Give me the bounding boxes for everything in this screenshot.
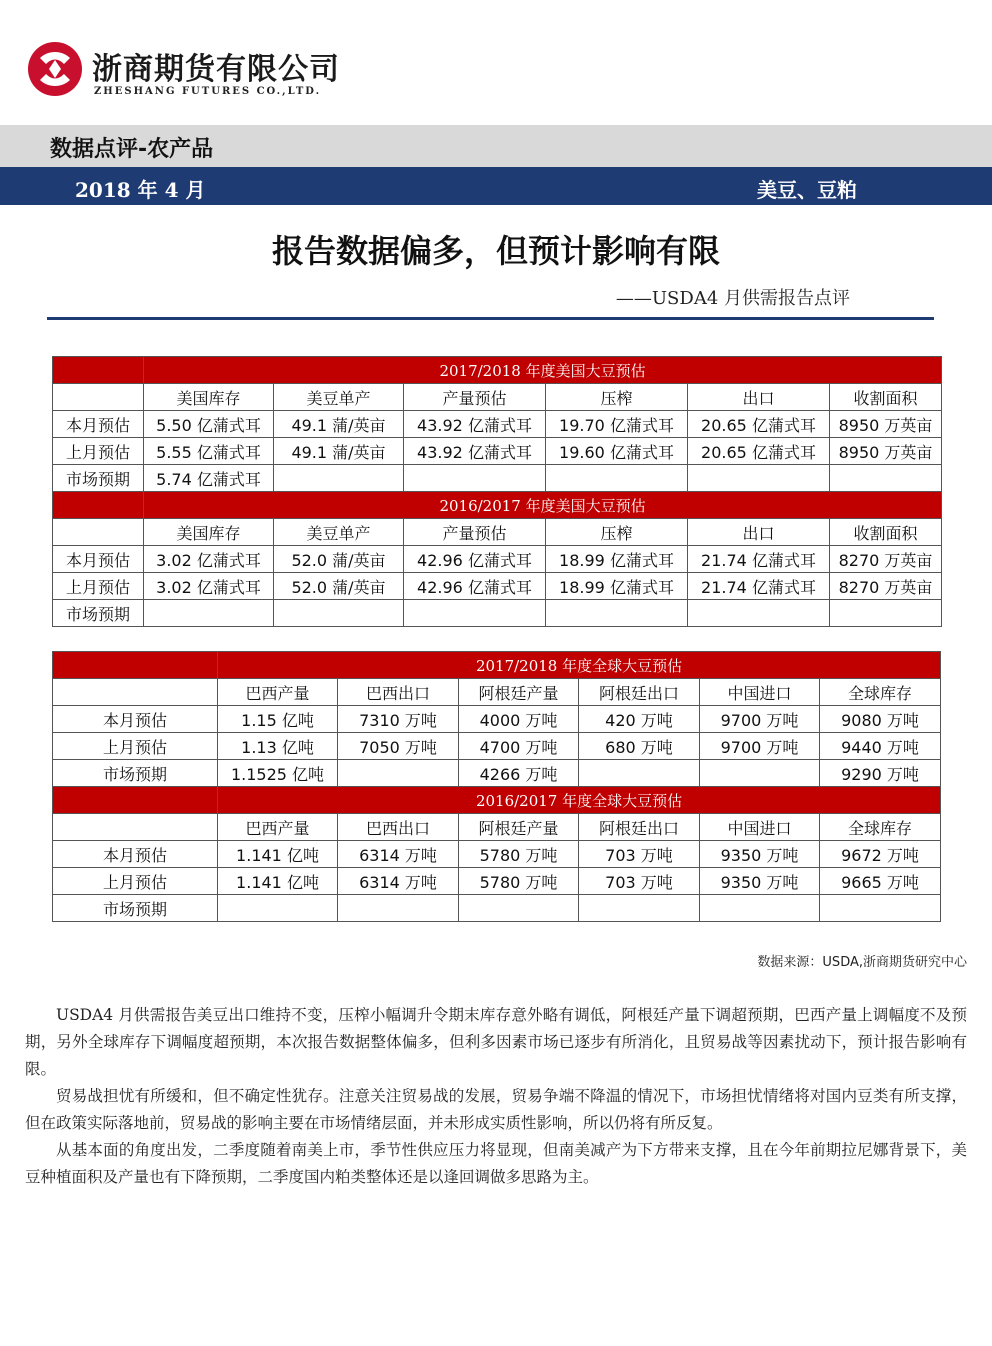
- table-cell: [338, 760, 459, 787]
- paragraph: 从基本面的角度出发，二季度随着南美上市，季节性供应压力将显现，但南美减产为下方带来支撑，且在今年前期拉尼娜背景下，美豆种植面积及产量也有下降预期，二季度国内粕类整体还是以逢回调做多思路为主。: [25, 1141, 967, 1186]
- table-cell: 6314 万吨: [338, 841, 459, 868]
- table-cell: 21.74 亿蒲式耳: [688, 546, 830, 573]
- column-header: 出口: [688, 519, 830, 546]
- column-header: 巴西产量: [218, 814, 338, 841]
- report-products: 美豆、豆粕: [757, 178, 857, 202]
- table-cell: 8950 万英亩: [830, 411, 942, 438]
- table-row: [53, 733, 941, 760]
- table-row: [53, 760, 941, 787]
- column-header: 全球库存: [820, 679, 941, 706]
- column-header: 全球库存: [820, 814, 941, 841]
- row-label: 本月预估: [53, 411, 144, 438]
- table-cell: 9080 万吨: [820, 706, 941, 733]
- table-row: [53, 868, 941, 895]
- table-cell: 1.141 亿吨: [218, 868, 338, 895]
- row-label: 本月预估: [53, 546, 144, 573]
- table-cell: 42.96 亿蒲式耳: [404, 573, 546, 600]
- table-row: [53, 438, 942, 465]
- section-header-corner: [53, 787, 218, 814]
- table-cell: [404, 600, 546, 627]
- report-date: 2018 年 4 月: [75, 178, 206, 202]
- column-header-corner: [53, 814, 218, 841]
- section-title: 2017/2018 年度美国大豆预估: [144, 357, 942, 384]
- us-soybean-table: [52, 356, 942, 627]
- table-cell: 5780 万吨: [459, 868, 579, 895]
- global-soybean-table: [52, 651, 941, 922]
- table-cell: 1.13 亿吨: [218, 733, 338, 760]
- date-bar: [0, 167, 992, 205]
- table-cell: 19.60 亿蒲式耳: [546, 438, 688, 465]
- table-cell: [274, 600, 404, 627]
- table-cell: 1.1525 亿吨: [218, 760, 338, 787]
- column-header: 巴西出口: [338, 814, 459, 841]
- column-header-row: [53, 679, 941, 706]
- column-header: 阿根廷产量: [459, 814, 579, 841]
- column-header: 巴西出口: [338, 679, 459, 706]
- column-header: 收割面积: [830, 384, 942, 411]
- table-cell: 1.141 亿吨: [218, 841, 338, 868]
- column-header-row: [53, 519, 942, 546]
- table-cell: [218, 895, 338, 922]
- table-cell: 3.02 亿蒲式耳: [144, 573, 274, 600]
- report-title: 报告数据偏多，但预计影响有限: [271, 232, 720, 270]
- column-header: 美国库存: [144, 519, 274, 546]
- table-cell: 7050 万吨: [338, 733, 459, 760]
- section-header-row: [53, 357, 942, 384]
- us-table-body: [53, 357, 942, 627]
- table-cell: 9700 万吨: [700, 733, 820, 760]
- table-cell: [830, 465, 942, 492]
- title-divider: [47, 317, 934, 320]
- table-cell: 5.74 亿蒲式耳: [144, 465, 274, 492]
- table-cell: [459, 895, 579, 922]
- table-cell: [579, 895, 700, 922]
- table-cell: 8950 万英亩: [830, 438, 942, 465]
- column-header: 产量预估: [404, 384, 546, 411]
- column-header: 美豆单产: [274, 384, 404, 411]
- column-header: 美豆单产: [274, 519, 404, 546]
- table-cell: 420 万吨: [579, 706, 700, 733]
- report-category: 数据点评-农产品: [50, 137, 214, 162]
- table-cell: 18.99 亿蒲式耳: [546, 573, 688, 600]
- column-header: 产量预估: [404, 519, 546, 546]
- table-cell: 20.65 亿蒲式耳: [688, 438, 830, 465]
- table-cell: 5780 万吨: [459, 841, 579, 868]
- column-header: 中国进口: [700, 814, 820, 841]
- column-header: 中国进口: [700, 679, 820, 706]
- company-name-en: ZHESHANG FUTURES CO.,LTD.: [94, 86, 322, 97]
- table-cell: 43.92 亿蒲式耳: [404, 411, 546, 438]
- column-header: 出口: [688, 384, 830, 411]
- column-header-corner: [53, 519, 144, 546]
- row-label: 市场预期: [53, 760, 218, 787]
- table-cell: [579, 760, 700, 787]
- global-table-body: [53, 652, 941, 922]
- table-cell: [274, 465, 404, 492]
- section-title: 2016/2017 年度全球大豆预估: [218, 787, 941, 814]
- table-cell: [546, 465, 688, 492]
- company-name-cn: 浙商期货有限公司: [92, 52, 340, 87]
- table-cell: 18.99 亿蒲式耳: [546, 546, 688, 573]
- table-row: [53, 411, 942, 438]
- table-cell: 49.1 蒲/英亩: [274, 411, 404, 438]
- table-cell: 9350 万吨: [700, 841, 820, 868]
- table-cell: 4266 万吨: [459, 760, 579, 787]
- table-cell: 7310 万吨: [338, 706, 459, 733]
- section-header-corner: [53, 492, 144, 519]
- row-label: 市场预期: [53, 895, 218, 922]
- table-cell: 52.0 蒲/英亩: [274, 573, 404, 600]
- column-header: 阿根廷出口: [579, 679, 700, 706]
- table-cell: 9350 万吨: [700, 868, 820, 895]
- column-header: 压榨: [546, 384, 688, 411]
- column-header-corner: [53, 384, 144, 411]
- table-cell: 9700 万吨: [700, 706, 820, 733]
- table-cell: 703 万吨: [579, 841, 700, 868]
- row-label: 市场预期: [53, 600, 144, 627]
- column-header: 美国库存: [144, 384, 274, 411]
- column-header: 阿根廷产量: [459, 679, 579, 706]
- column-header-row: [53, 384, 942, 411]
- row-label: 上月预估: [53, 438, 144, 465]
- table-cell: 5.55 亿蒲式耳: [144, 438, 274, 465]
- column-header: 收割面积: [830, 519, 942, 546]
- paragraph: USDA4 月供需报告美豆出口维持不变，压榨小幅调升令期末库存意外略有调低，阿根廷产量下调超预期，巴西产量上调幅度不及预期，另外全球库存下调幅度超预期，本次报告数据整体偏多，但利多因素市场已逐步有所消化，且贸易战等因素扰动下，预计报告影响有限。: [25, 1006, 967, 1078]
- table-cell: [700, 895, 820, 922]
- table-cell: 6314 万吨: [338, 868, 459, 895]
- table-cell: [688, 465, 830, 492]
- table-cell: [830, 600, 942, 627]
- report-subtitle: ——USDA4 月供需报告点评: [615, 288, 850, 309]
- table-cell: [404, 465, 546, 492]
- table-cell: 1.15 亿吨: [218, 706, 338, 733]
- section-header-row: [53, 787, 941, 814]
- table-cell: 8270 万英亩: [830, 573, 942, 600]
- row-label: 上月预估: [53, 868, 218, 895]
- table-cell: [688, 600, 830, 627]
- column-header-row: [53, 814, 941, 841]
- table-cell: [338, 895, 459, 922]
- company-logo-icon: [26, 40, 84, 98]
- section-header-corner: [53, 652, 218, 679]
- section-header-row: [53, 652, 941, 679]
- section-header-corner: [53, 357, 144, 384]
- category-bar: [0, 125, 992, 167]
- paragraph: 贸易战担忧有所缓和，但不确定性犹存。注意关注贸易战的发展，贸易争端不降温的情况下，市场担忧情绪将对国内豆类有所支撑，但在政策实际落地前，贸易战的影响主要在市场情绪层面，并未形成实质性影响，所以仍将有所反复。: [25, 1087, 967, 1132]
- column-header-corner: [53, 679, 218, 706]
- table-cell: 52.0 蒲/英亩: [274, 546, 404, 573]
- table-cell: 9672 万吨: [820, 841, 941, 868]
- table-cell: 43.92 亿蒲式耳: [404, 438, 546, 465]
- table-cell: 4000 万吨: [459, 706, 579, 733]
- table-cell: 680 万吨: [579, 733, 700, 760]
- table-cell: 49.1 蒲/英亩: [274, 438, 404, 465]
- table-cell: 19.70 亿蒲式耳: [546, 411, 688, 438]
- row-label: 本月预估: [53, 706, 218, 733]
- column-header: 阿根廷出口: [579, 814, 700, 841]
- table-row: [53, 706, 941, 733]
- table-row: [53, 895, 941, 922]
- table-cell: 4700 万吨: [459, 733, 579, 760]
- table-cell: [700, 760, 820, 787]
- column-header: 压榨: [546, 519, 688, 546]
- section-title: 2017/2018 年度全球大豆预估: [218, 652, 941, 679]
- table-cell: [144, 600, 274, 627]
- section-title: 2016/2017 年度美国大豆预估: [144, 492, 942, 519]
- table-cell: 703 万吨: [579, 868, 700, 895]
- table-cell: 20.65 亿蒲式耳: [688, 411, 830, 438]
- data-source: 数据来源：USDA,浙商期货研究中心: [757, 955, 967, 970]
- table-cell: 9290 万吨: [820, 760, 941, 787]
- row-label: 上月预估: [53, 733, 218, 760]
- table-cell: 3.02 亿蒲式耳: [144, 546, 274, 573]
- table-cell: 21.74 亿蒲式耳: [688, 573, 830, 600]
- table-cell: 8270 万英亩: [830, 546, 942, 573]
- table-row: [53, 600, 942, 627]
- commentary: [25, 1002, 967, 1191]
- table-row: [53, 841, 941, 868]
- table-cell: 9440 万吨: [820, 733, 941, 760]
- table-row: [53, 573, 942, 600]
- row-label: 上月预估: [53, 573, 144, 600]
- row-label: 市场预期: [53, 465, 144, 492]
- table-cell: [546, 600, 688, 627]
- row-label: 本月预估: [53, 841, 218, 868]
- table-row: [53, 465, 942, 492]
- column-header: 巴西产量: [218, 679, 338, 706]
- table-cell: 9665 万吨: [820, 868, 941, 895]
- table-cell: 5.50 亿蒲式耳: [144, 411, 274, 438]
- table-row: [53, 546, 942, 573]
- section-header-row: [53, 492, 942, 519]
- table-cell: [820, 895, 941, 922]
- table-cell: 42.96 亿蒲式耳: [404, 546, 546, 573]
